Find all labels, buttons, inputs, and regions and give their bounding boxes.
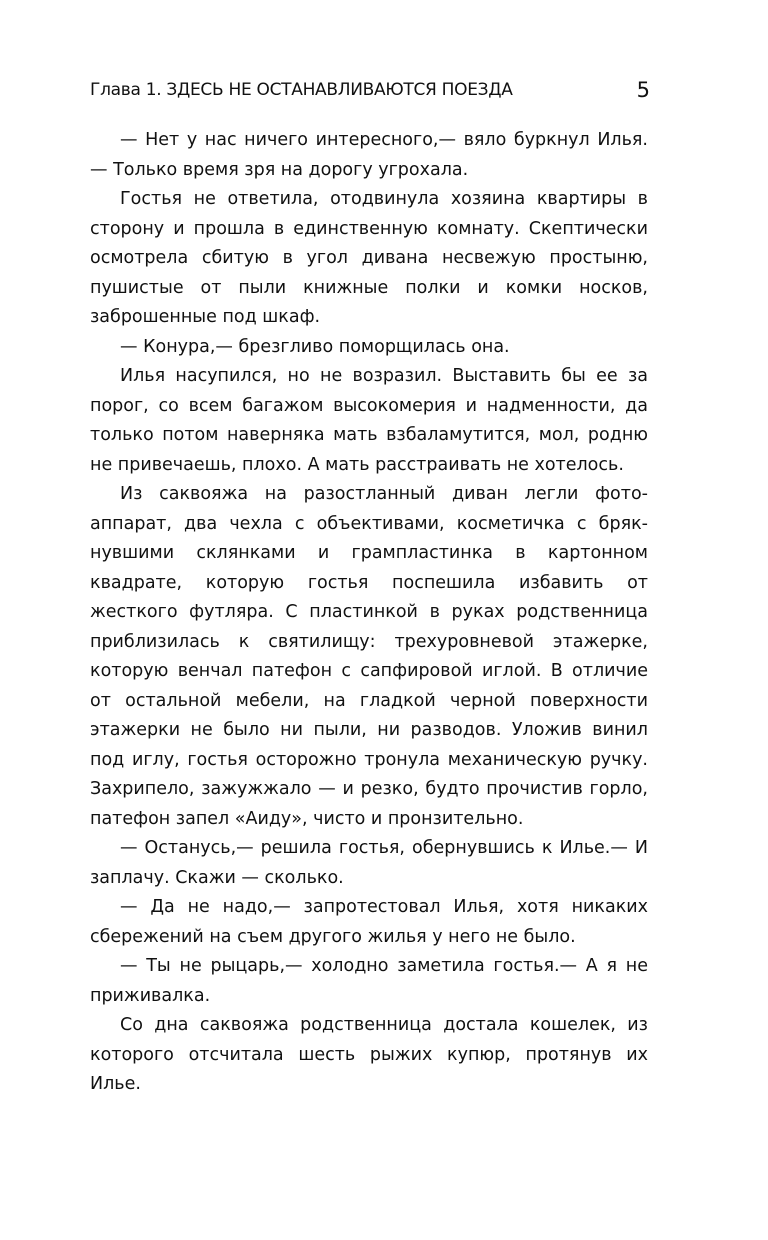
paragraph: — Да не надо,— запротестовал Илья, хотя никаких сбережений на съем другого жилья у него не было. bbox=[90, 897, 648, 947]
paragraph: Илья насупился, но не возразил. Выставить бы ее за порог, со всем багажом высокомерия и надменности, да только потом наверняка мать взбаламутится, мол, родню не привечаешь, плохо. А мать расстраивать не хотелось. bbox=[90, 366, 648, 475]
chapter-title: Глава 1. ЗДЕСЬ НЕ ОСТАНАВЛИВАЮТСЯ ПОЕЗДА bbox=[90, 80, 513, 100]
paragraph: Из саквояжа на разостланный диван легли фотоаппарат, два чехла с объективами, косметичка с брякнувшими склянками и грампластинка в картонном квадрате, которую гостья поспешила избавить от жесткого футляра. С пластинкой в руках родственница приблизилась к святилищу: трехуровневой этажерке, которую венчал патефон с сапфировой иглой. В отличие от остальной мебели, на гладкой черной поверхности этажерки не было ни пыли, ни разводов. Уложив винил под иглу, гостья осторожно тронула механическую ручку. Захрипело, зажужжало — и резко, будто прочистив горло, патефон запел «Аиду», чисто и пронзительно. bbox=[90, 484, 648, 829]
page-number: 5 bbox=[636, 78, 650, 102]
paragraph: — Нет у нас ничего интересного,— вяло буркнул Илья.— Только время зря на дорогу угрохала. bbox=[90, 130, 648, 180]
paragraph: Гостья не ответила, отодвинула хозяина квартиры в сторону и прошла в единственную комнату. Скептически осмотрела сбитую в угол дивана несвежую простыню, пушистые от пыли книжные полки и комки носков, заброшенные под шкаф. bbox=[90, 189, 648, 327]
paragraph: — Ты не рыцарь,— холодно заметила гостья.— А я не приживалка. bbox=[90, 956, 648, 1006]
text-body bbox=[90, 126, 648, 1100]
paragraph: Со дна саквояжа родственница достала кошелек, из которого отсчитала шесть рыжих купюр, протянув их Илье. bbox=[90, 1015, 648, 1094]
running-header bbox=[90, 78, 662, 106]
paragraph: — Конура,— брезгливо поморщилась она. bbox=[120, 336, 510, 357]
paragraph: — Останусь,— решила гостья, обернувшись к Илье.— И заплачу. Скажи — сколько. bbox=[90, 838, 648, 888]
